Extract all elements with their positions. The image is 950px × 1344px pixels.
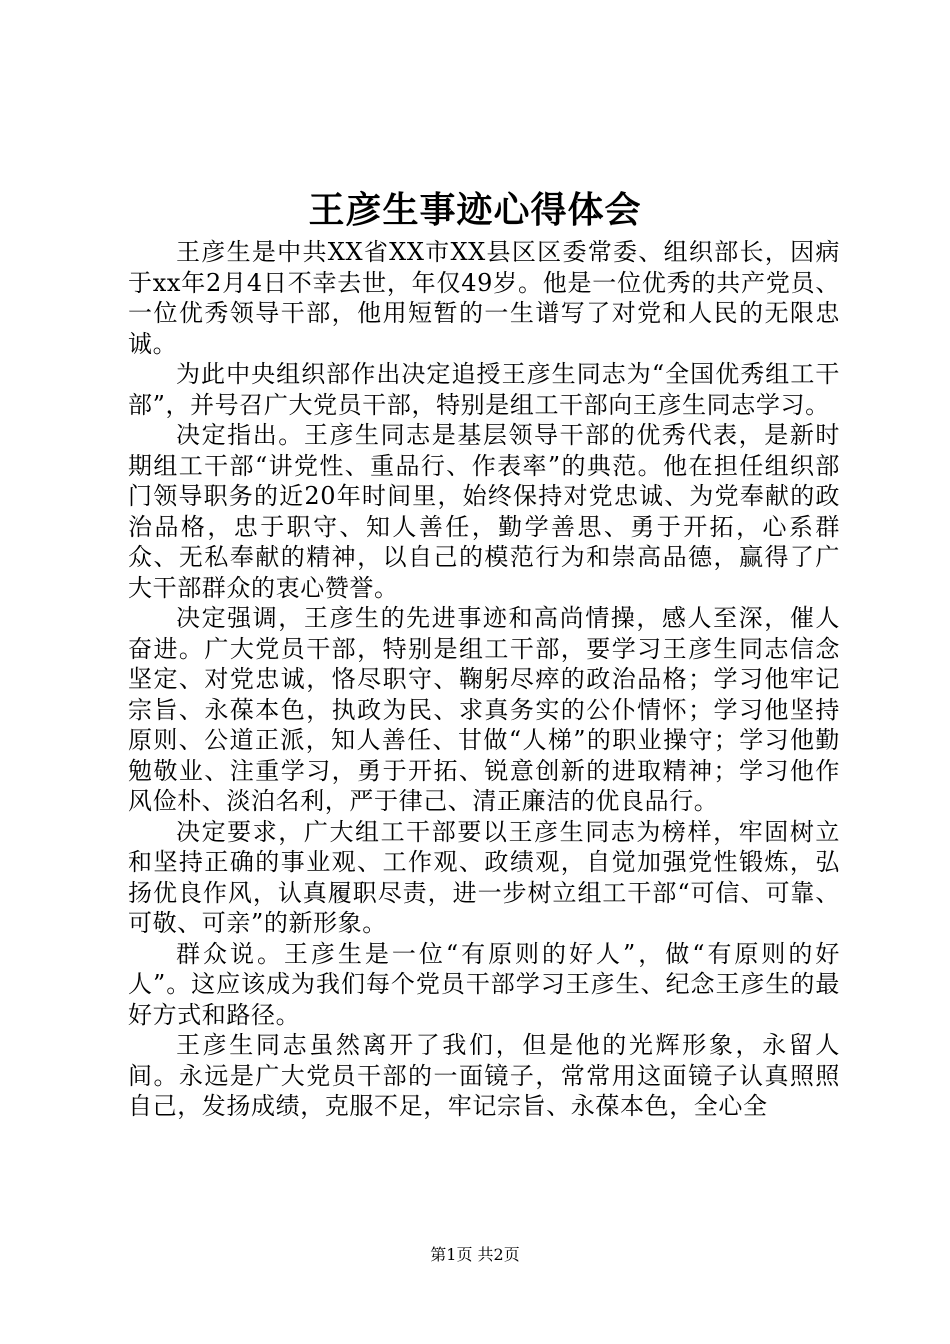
paragraph: 为此中央组织部作出决定追授王彦生同志为“全国优秀组工干部”，并号召广大党员干部，特别是组工干部向王彦生同志学习。 bbox=[128, 360, 840, 419]
paragraph: 群众说。王彦生是一位“有原则的好人”，做“有原则的好人”。这应该成为我们每个党员干部学习王彦生、纪念王彦生的最好方式和路径。 bbox=[128, 939, 840, 1029]
paragraph: 决定强调，王彦生的先进事迹和高尚情操，感人至深，催人奋进。广大党员干部，特别是组工干部，要学习王彦生同志信念坚定、对党忠诚，恪尽职守、鞠躬尽瘁的政治品格；学习他牢记宗旨、永葆本色，执政为民、求真务实的公仆情怀；学习他坚持原则、公道正派，知人善任、甘做“人梯”的职业操守；学习他勤勉敬业、注重学习，勇于开拓、锐意创新的进取精神；学习他作风俭朴、淡泊名利，严于律己、清正廉洁的优良品行。 bbox=[128, 604, 840, 815]
paragraph: 决定指出。王彦生同志是基层领导干部的优秀代表，是新时期组工干部“讲党性、重品行、作表率”的典范。他在担任组织部门领导职务的近20年时间里，始终保持对党忠诚、为党奉献的政治品格，忠于职守、知人善任，勤学善思、勇于开拓，心系群众、无私奉献的精神，以自己的模范行为和崇高品德，赢得了广大干部群众的衷心赞誉。 bbox=[128, 421, 840, 602]
page-number-footer: 第1页 共2页 bbox=[430, 1245, 520, 1264]
paragraph: 决定要求，广大组工干部要以王彦生同志为榜样，牢固树立和坚持正确的事业观、工作观、政绩观，自觉加强党性锻炼，弘扬优良作风，认真履职尽责，进一步树立组工干部“可信、可靠、可敬、可亲”的新形象。 bbox=[128, 817, 840, 937]
document-body bbox=[128, 237, 840, 1122]
document-title: 王彦生事迹心得体会 bbox=[308, 189, 642, 231]
paragraph: 王彦生同志虽然离开了我们，但是他的光辉形象，永留人间。永远是广大党员干部的一面镜子，常常用这面镜子认真照照自己，发扬成绩，克服不足，牢记宗旨、永葆本色，全心全 bbox=[128, 1031, 840, 1120]
paragraph: 王彦生是中共XX省XX市XX县区区委常委、组织部长，因病于xx年2月4日不幸去世，年仅49岁。他是一位优秀的共产党员、一位优秀领导干部，他用短暂的一生谱写了对党和人民的无限忠诚。 bbox=[128, 238, 840, 358]
